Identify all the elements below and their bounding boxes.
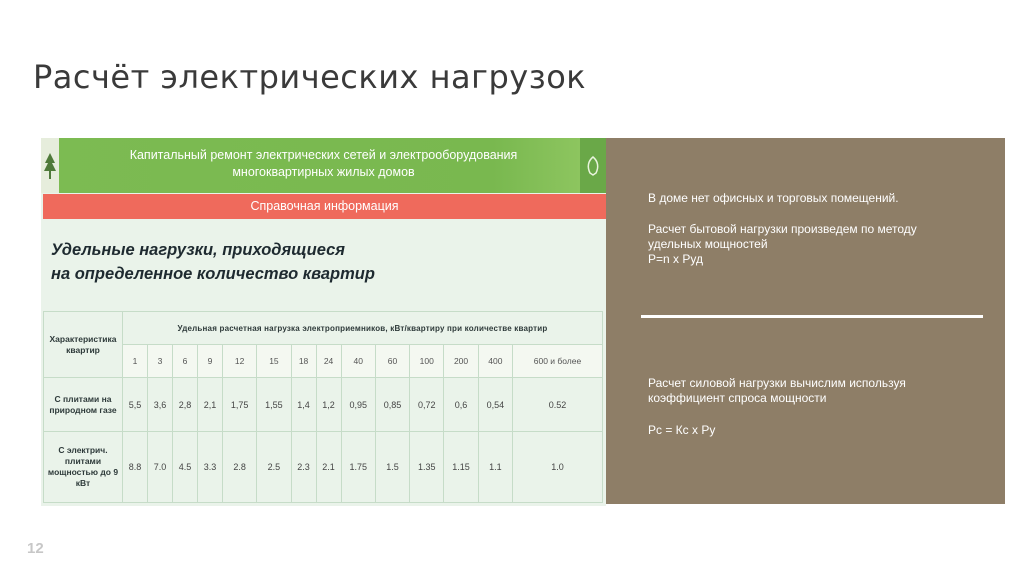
column-header: 24 <box>316 345 341 378</box>
column-header: 6 <box>173 345 198 378</box>
emblem-icon <box>580 138 606 193</box>
column-header: 400 <box>478 345 512 378</box>
table-cell: 0,6 <box>444 378 478 432</box>
column-header: 18 <box>291 345 316 378</box>
column-header: 60 <box>375 345 409 378</box>
table-cell: 2,1 <box>198 378 223 432</box>
reference-image <box>41 138 606 506</box>
table-cell: 2,8 <box>173 378 198 432</box>
column-header: 3 <box>148 345 173 378</box>
table-cell: 0.52 <box>512 378 602 432</box>
reference-info-bar: Справочная информация <box>43 194 606 219</box>
column-header: 40 <box>341 345 375 378</box>
table-cell: 0,72 <box>410 378 444 432</box>
banner-line-2: многоквартирных жилых домов <box>232 165 415 179</box>
info-paragraph-3 <box>648 376 988 406</box>
table-cell: 8.8 <box>123 432 148 503</box>
tree-logo-icon <box>41 138 59 193</box>
info-line: удельных мощностей <box>648 237 768 251</box>
info-line: коэффициент спроса мощности <box>648 391 827 405</box>
image-banner <box>41 138 606 193</box>
slide-title: Расчёт электрических нагрузок <box>33 58 587 96</box>
table-cell: 2.5 <box>257 432 291 503</box>
table-cell: 2.1 <box>316 432 341 503</box>
table-cell: 1.5 <box>375 432 409 503</box>
info-line: Расчет бытовой нагрузки произведем по методу <box>648 222 917 236</box>
table-cell: 1,75 <box>223 378 257 432</box>
column-header: 100 <box>410 345 444 378</box>
subtitle-line-1: Удельные нагрузки, приходящиеся <box>51 241 346 259</box>
table-cell: 2.3 <box>291 432 316 503</box>
table-row <box>44 378 603 432</box>
char-header: Характеристика квартир <box>44 312 123 378</box>
info-line: Расчет силовой нагрузки вычислим используя <box>648 376 906 390</box>
table-cell: 1.0 <box>512 432 602 503</box>
table-cell: 1.1 <box>478 432 512 503</box>
table-cell: 4.5 <box>173 432 198 503</box>
image-subtitle <box>51 238 375 286</box>
slide-number: 12 <box>27 540 44 557</box>
column-header: 1 <box>123 345 148 378</box>
info-paragraph-1: В доме нет офисных и торговых помещений. <box>648 191 899 205</box>
table-cell: 2.8 <box>223 432 257 503</box>
row-label: С плитами на природном газе <box>44 378 123 432</box>
column-header: 9 <box>198 345 223 378</box>
table-cell: 7.0 <box>148 432 173 503</box>
banner-text <box>81 147 566 181</box>
table-cell: 0,54 <box>478 378 512 432</box>
table-cell: 5,5 <box>123 378 148 432</box>
table-cell: 1.15 <box>444 432 478 503</box>
span-header: Удельная расчетная нагрузка электроприемников, кВт/квартиру при количестве квартир <box>123 312 603 345</box>
banner-line-1: Капитальный ремонт электрических сетей и электрооборудования <box>129 148 518 162</box>
power-formula: Рс = Кс х Ру <box>648 423 716 437</box>
column-header-row <box>44 345 603 378</box>
column-header: 15 <box>257 345 291 378</box>
table-cell: 1.35 <box>410 432 444 503</box>
table-row <box>44 432 603 503</box>
divider <box>641 315 983 318</box>
table-cell: 1,55 <box>257 378 291 432</box>
column-header: 200 <box>444 345 478 378</box>
table-cell: 0,95 <box>341 378 375 432</box>
table-cell: 0,85 <box>375 378 409 432</box>
table-cell: 1,4 <box>291 378 316 432</box>
load-table <box>43 311 603 503</box>
row-label: С электрич. плитами мощностью до 9 кВт <box>44 432 123 503</box>
table-cell: 1,2 <box>316 378 341 432</box>
table-cell: 1.75 <box>341 432 375 503</box>
info-box <box>606 138 1005 504</box>
column-header: 600 и более <box>512 345 602 378</box>
subtitle-line-2: на определенное количество квартир <box>51 265 375 283</box>
table-cell: 3.3 <box>198 432 223 503</box>
household-formula: Р=n х Руд <box>648 252 703 266</box>
info-paragraph-2 <box>648 222 988 267</box>
column-header: 12 <box>223 345 257 378</box>
table-cell: 3,6 <box>148 378 173 432</box>
